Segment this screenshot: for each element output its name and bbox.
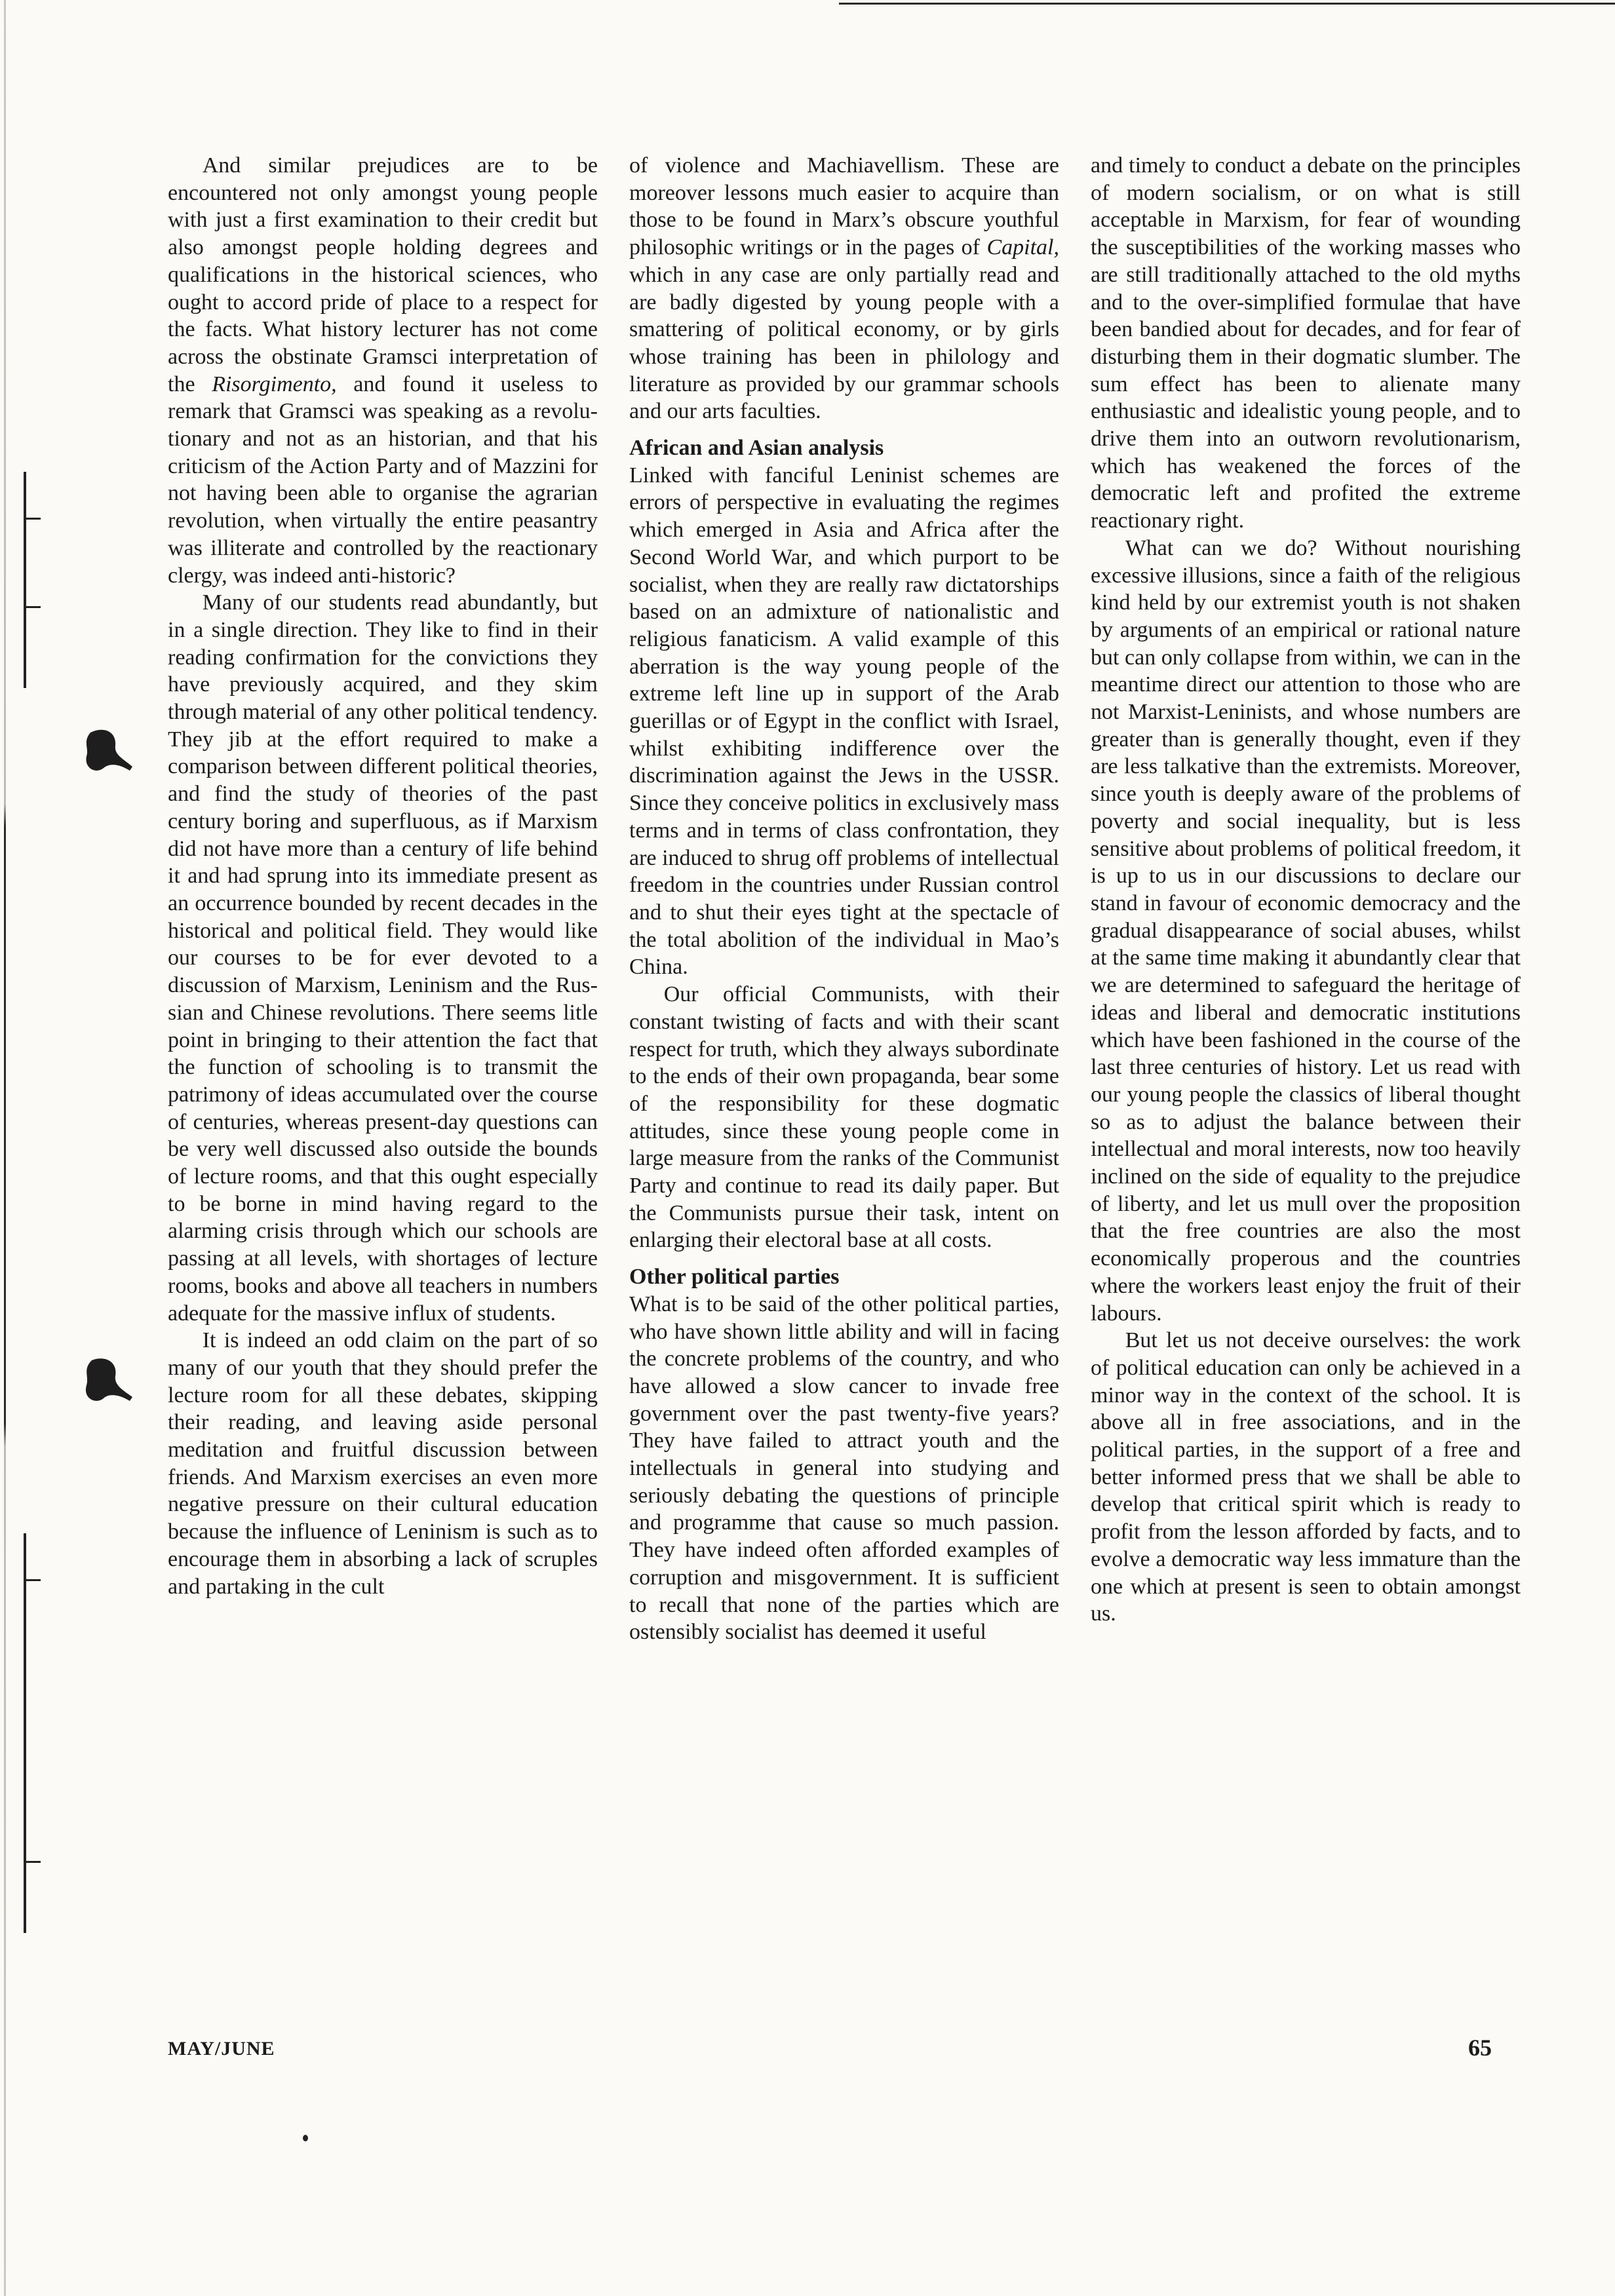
article-column-2 (629, 152, 1059, 1646)
punch-hole-shadow-icon (77, 1355, 134, 1414)
paragraph: of violence and Machiavellism. These are moreover lessons much easier to acquire than those to be found in Marx’s obscure youthful philosophic writings or in the pages of Capital, which in any case are only partially read and are badly digested by young people with a smattering of political economy, or by girls whose training has been in philology and literature as provided by our grammar schools and our arts faculties. (629, 153, 1059, 424)
paragraph: Many of our students read abundantly, but in a single direction. They like to find in their reading confirmation for the convictions they have previously acquired, and they skim through material of any other political tendency. They jib at the effort required to make a comparison between different political theories, and find the study of theories of the past century boring and superfluous, as if Marxism did not have more than a century of life behind it and had sprung into its immediate present as an occurrence bounded by recent decades in the historical and political field. They would like our courses to be for ever devoted to a discussion of Marxism, Leninism and the Russian and Chinese revolutions. There seems litle point in bringing to their attention the fact that the function of schooling is to transmit the patrimony of ideas accumulated over the course of centuries, whereas present-day questions can be very well discussed also outside the bounds of lecture rooms, and that this ought especially to be borne in mind having regard to the alarming crisis through which our schools are passing at all levels, with shortages of lecture rooms, books and above all teachers in numbers adequate for the massive influx of students. (168, 590, 598, 1326)
margin-tick (24, 1579, 41, 1581)
margin-mark (24, 472, 26, 688)
paragraph: But let us not deceive ourselves: the work of political education can only be achieved in a minor way in the context of the school. It is above all in free associations, and in the political parties, in the support of a free and better informed press that we shall be able to develop that critical spirit which is ready to profit from the lesson afforded by facts, and to evolve a democratic way less immature than the one which at present is seen to obtain amongst us. (1091, 1328, 1521, 1626)
italic-title: Capital, (986, 235, 1059, 260)
margin-mark (24, 1533, 26, 1933)
paragraph: and timely to conduct a debate on the principles of modern socialism, or on what is still acceptable in Marxism, for fear of wounding the susceptibilities of the working masses who are still traditionally attached to the old myths and to the over-simplified formulae that have been bandied about for decades, and for fear of disturbing them in their dogmatic slumber. The sum effect has been to alienate many enthusiastic and idealistic young people, and to drive them into an outworn revolutionarism, which has weakened the forces of the democratic left and profited the extreme reactionary right. (1091, 153, 1521, 533)
section-heading: Other political parties (629, 1265, 840, 1290)
punch-hole-shadow-icon (77, 726, 134, 785)
margin-tick (24, 606, 41, 608)
article-column-3 (1091, 152, 1521, 1628)
paragraph: What can we do? Without nourishing excessive illusions, since a faith of the religious kind held by our extremist youth is not shaken by arguments of an empirical or rational nature but can only collapse from within, we can in the meantime direct our attention to those who are not Marxist-Leninists, and whose numbers are greater than is generally thought, even if they are less talkative than the extremists. Moreover, since youth is deeply aware of the problems of poverty and social inequality, but is less sensitive about problems of political freedom, it is up to us in our discussions to declare our stand in favour of economic democracy and the gradual disappearance of social abuses, whilst at the same time making it abundantly clear that we are determined to safeguard the heritage of ideas and liberal and democratic institutions which have been fashioned in the course of the last three centuries of history. Let us read with our young people the classics of liberal thought so as to adjust the balance between their intellectual and moral interests, now too heavily inclined on the side of equality to the prejudice of liberty, and let us mull over the proposition that the free countries are also the most economically properous and the countries where the workers least enjoy the fruit of their labours. (1091, 535, 1521, 1326)
top-rule (839, 3, 1615, 5)
margin-tick (24, 1861, 41, 1863)
issue-label: MAY/JUNE (168, 2038, 275, 2059)
binding-edge (4, 0, 6, 2296)
paragraph: Our official Communists, with their constant twisting of facts and with their scant respect for truth, which they always subordinate to the ends of their own propaganda, bear some of the responsibility for these dogmatic attitudes, since these young people come in large measure from the ranks of the Communist Party and continue to read its daily paper. But the Communists pursue their task, intent on enlarging their electoral base at all costs. (629, 982, 1059, 1253)
paragraph: And similar prejudices are to be encountered not only amongst young people with just a first examination to their credit but also amongst people holding degrees and qualifications in the historical sciences, who ought to accord pride of place to a respect for the facts. What history lecturer has not come across the obstinate Gramsci interpretation of the Risorgimento, and found it useless to remark that Gramsci was speaking as a revolutionary and not as an historian, and that his criticism of the Action Party and of Mazzini for not having been able to organise the agrarian revolution, when virtually the entire peasantry was illiterate and controlled by the reactionary clergy, was indeed anti-historic? (168, 153, 598, 588)
paragraph: It is indeed an odd claim on the part of so many of our youth that they should prefer the lecture room for all these debates, skipping their reading, and leaving aside personal meditation and fruitful discussion between friends. And Marxism exercises an even more negative pressure on their cultural education because the influence of Leninism is such as to encourage them in absorbing a lack of scruples and partaking in the cult (168, 1328, 598, 1599)
section-heading: African and Asian analysis (629, 436, 884, 461)
print-speck (303, 2135, 308, 2141)
paragraph: What is to be said of the other political parties, who have shown little ability and will in facing the concrete problems of the country, and who have allowed a slow cancer to invade free government over the past twenty-five years? They have failed to attract youth and the intellectuals in general into studying and seriously debating the questions of principle and programme that cause so much passion. They have indeed often afforded examples of corruption and misgovernment. It is sufficient to recall that none of the parties which are ostensibly socialist has deemed it useful (629, 1292, 1059, 1645)
paragraph: Linked with fanciful Leninist schemes are errors of perspective in evaluating the regimes which emerged in Asia and Africa after the Second World War, and which purport to be socialist, when they are really raw dictatorships based on an admixture of nationalistic and religious fanaticism. A valid example of this aberration is the way young people of the extreme left line up in support of the Arab guerillas or of Egypt in the conflict with Israel, whilst exhibiting indifference over the discrimination against the Jews in the USSR. Since they conceive politics in exclusively mass terms and in terms of class confrontation, they are induced to shrug off problems of intellectual freedom in the countries under Russian control and to shut their eyes tight at the spectacle of the total abolition of the individual in Mao’s China. (629, 463, 1059, 980)
italic-title: Risorgimento, (212, 372, 337, 396)
article-column-1 (168, 152, 598, 1600)
page-number: 65 (1468, 2035, 1492, 2061)
margin-tick (24, 518, 41, 520)
